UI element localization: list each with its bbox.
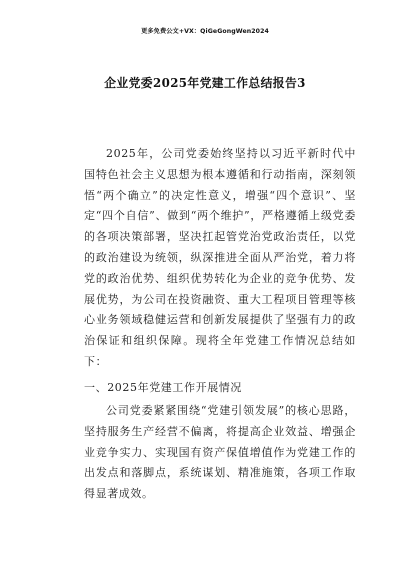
intro-paragraph: 2025年，公司党委始终坚持以习近平新时代中国特色社会主义思想为根本遵循和行动指南，深刻领悟“两个确立”的决定性意义，增强“四个意识”、坚定“四个自信”、做到“两个维护”，严格遵循上级党委的各项决策部署，坚决扛起管党治党政治责任，以党的政治建设为统领，纵深推进全面从严治党，着力将党的政治优势、组织优势转化为企业的竞争优势、发展优势，为公司在投资融资、重大工程项目管理等核心业务领域稳健运营和创新发展提供了坚强有力的政治保证和组织保障。现将全年党建工作情况总结如下： — [84, 147, 356, 368]
document-title: 企业党委2025年党建工作总结报告3 — [104, 76, 306, 90]
section-paragraph: 公司党委紧紧围绕“党建引领发展”的核心思路，坚持服务生产经营不偏离，将提高企业效益、增强企业竞争实力、实现国有资产保值增值作为党建工作的出发点和落脚点，系统谋划、精准施策，各项工作取得显著成效。 — [84, 404, 356, 501]
header-note: 更多免费公文+VX：QiGeGongWen2024 — [141, 28, 269, 35]
section-heading: 一、2025年党建工作开展情况 — [84, 381, 242, 394]
